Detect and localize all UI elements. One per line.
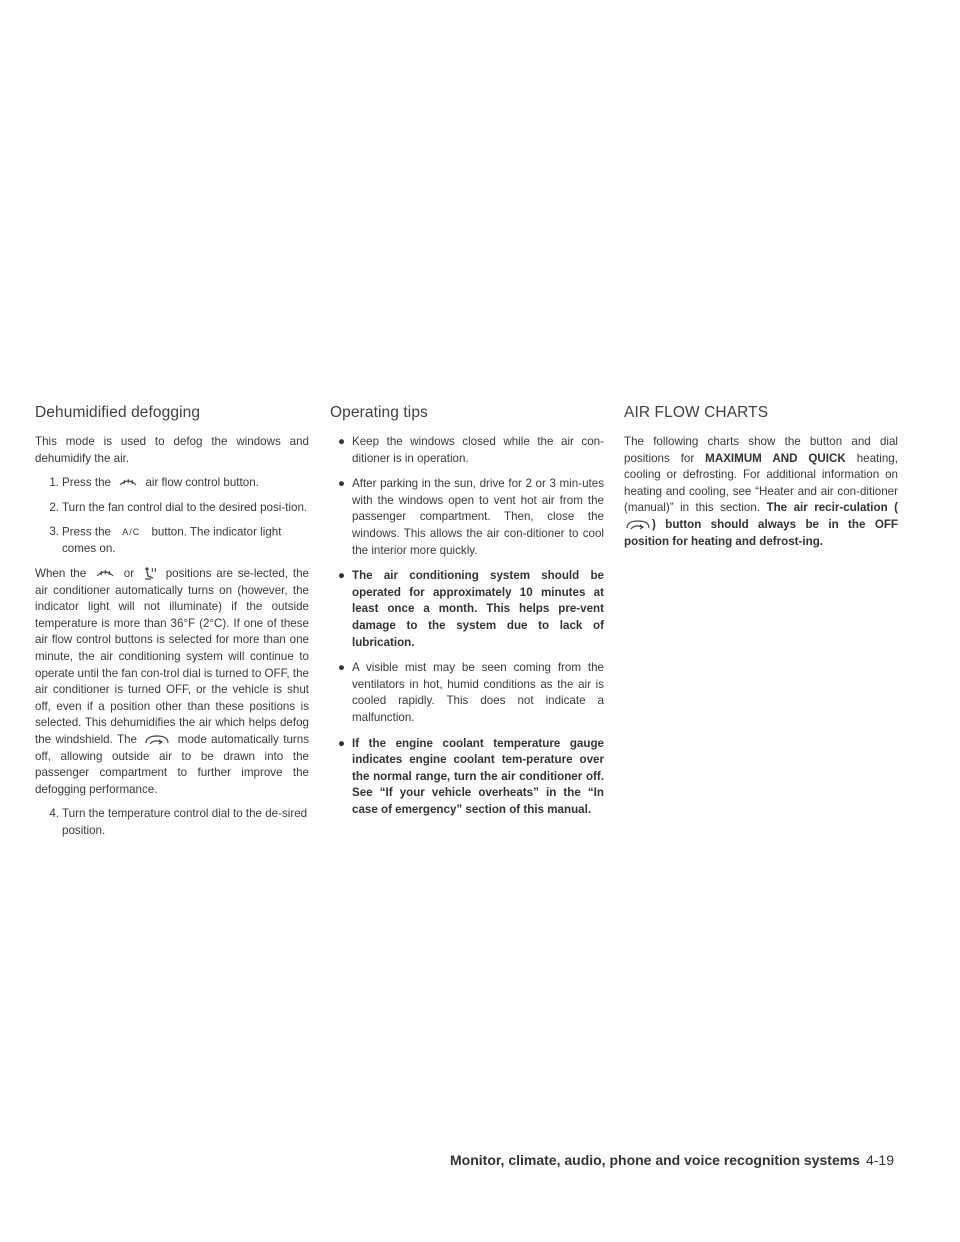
step-2: 2. Turn the fan control dial to the desired posi-tion. [49, 500, 308, 514]
list-item: ● If the engine coolant temperature gauge indicates engine coolant tem-perature over the normal range, turn the air conditioner off. See “If your vehicle overheats” in the “In case of emergency” section of this manual. [338, 736, 604, 816]
defrost-icon [117, 476, 139, 490]
step-1: 1. Press the air flow control button. [49, 476, 259, 490]
when-paragraph: When the or positions are se-lected, the air conditioner automatically turns on (however, the indicator light will not illuminate) if the outside temperature is more than 36°F (2°C). If one of these air flow control buttons is selected for more than one minute, the air conditioning system will continue to operate until the fan con-trol dial is turned to OFF, the air conditioner is turned OFF, or the vehicle is shut off, even if a position other than these positions is selected. This dehumidifies the air which helps defog the windshield. The mode automatically turns off, allowing outside air to be drawn into the passenger compartment to further improve the defogging performance. [35, 566, 309, 796]
list-item: ● The air conditioning system should be operated for approximately 10 minutes at least once a month. This helps pre-vent damage to the system due to lack of lubrication. [338, 569, 604, 649]
heading-operating-tips: Operating tips [330, 404, 428, 421]
column-air-flow-charts [624, 404, 898, 550]
column-operating-tips [330, 404, 604, 827]
recirculation-icon [625, 518, 651, 532]
intro-text: This mode is used to defog the windows and dehumidify the air. [35, 435, 309, 465]
step-3: 3. Press the A/C button. The indicator light comes on. [49, 525, 282, 556]
column-dehumidified-defogging [35, 404, 309, 847]
air-flow-paragraph: The following charts show the button and dial positions for MAXIMUM AND QUICK heating, cooling or defrosting. For additional information on heating and cooling, see “Heater and air con-ditioner (manual)” in this section. The air recir-culation ( ) button should always be in the OFF position for heating and defrost-ing. [624, 435, 898, 548]
defrost-icon [94, 567, 116, 581]
heading-dehumidified-defogging: Dehumidified defogging [35, 404, 201, 421]
foot-defrost-icon [142, 566, 158, 582]
heading-air-flow-charts: AIR FLOW CHARTS [624, 404, 769, 421]
list-item: ● Keep the windows closed while the air con-ditioner is in operation. [338, 435, 604, 465]
page-footer [434, 1152, 894, 1168]
step-4: 4. Turn the temperature control dial to the de-sired position. [49, 807, 308, 837]
ac-icon: A/C [122, 527, 141, 538]
list-item: ● A visible mist may be seen coming from the ventilators in hot, humid conditions as the air is cooled rapidly. This does not indicate a malfunction. [338, 661, 604, 724]
list-item: ● After parking in the sun, drive for 2 or 3 min-utes with the windows open to vent hot air from the passenger compartment. Then, close the windows. This allows the air con-ditioner to cool the interior more quickly. [338, 477, 604, 557]
recirculation-icon [144, 733, 170, 747]
page-number: 4-19 [865, 1152, 894, 1168]
footer-section-title: Monitor, climate, audio, phone and voice recognition systems [450, 1152, 860, 1168]
